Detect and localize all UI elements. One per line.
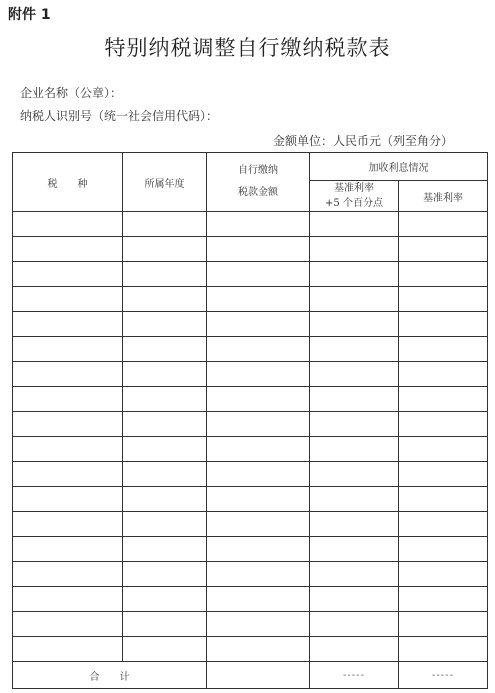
col-header-year: 所属年度	[123, 153, 207, 212]
cell-tax-type[interactable]	[13, 262, 123, 287]
cell-self-paid-amount[interactable]	[207, 337, 310, 362]
cell-interest-base-rate[interactable]	[399, 562, 488, 587]
cell-self-paid-amount[interactable]	[207, 462, 310, 487]
cell-self-paid-amount[interactable]	[207, 612, 310, 637]
cell-tax-type[interactable]	[13, 587, 123, 612]
cell-interest-rate-plus[interactable]	[310, 612, 399, 637]
table-row	[13, 612, 488, 637]
cell-interest-base-rate[interactable]	[399, 437, 488, 462]
cell-interest-rate-plus[interactable]	[310, 262, 399, 287]
cell-interest-base-rate[interactable]	[399, 462, 488, 487]
cell-interest-rate-plus[interactable]	[310, 287, 399, 312]
cell-interest-rate-plus[interactable]	[310, 362, 399, 387]
cell-tax-type[interactable]	[13, 362, 123, 387]
cell-year[interactable]	[123, 462, 207, 487]
cell-interest-base-rate[interactable]	[399, 237, 488, 262]
cell-tax-type[interactable]	[13, 462, 123, 487]
cell-year[interactable]	[123, 612, 207, 637]
cell-tax-type[interactable]	[13, 312, 123, 337]
cell-interest-base-rate[interactable]	[399, 212, 488, 237]
cell-self-paid-amount[interactable]	[207, 387, 310, 412]
cell-self-paid-amount[interactable]	[207, 237, 310, 262]
cell-interest-rate-plus[interactable]	[310, 462, 399, 487]
cell-tax-type[interactable]	[13, 337, 123, 362]
cell-interest-rate-plus[interactable]	[310, 237, 399, 262]
amount-unit-note: 金额单位：人民币元（列至角分）	[272, 134, 453, 148]
col-header-tax-type: 税 种	[13, 153, 123, 212]
table-row	[13, 262, 488, 287]
taxpayer-id-field[interactable]	[20, 107, 218, 124]
cell-self-paid-amount[interactable]	[207, 287, 310, 312]
cell-self-paid-amount[interactable]	[207, 512, 310, 537]
col-header-rate-plus-line1: 基准利率	[334, 183, 374, 194]
cell-interest-rate-plus[interactable]	[310, 587, 399, 612]
cell-interest-base-rate[interactable]	[399, 512, 488, 537]
table-row	[13, 337, 488, 362]
cell-year[interactable]	[123, 287, 207, 312]
col-header-interest-group: 加收利息情况	[310, 153, 488, 181]
cell-interest-base-rate[interactable]	[399, 587, 488, 612]
cell-interest-rate-plus[interactable]	[310, 387, 399, 412]
cell-self-paid-amount[interactable]	[207, 212, 310, 237]
total-row	[13, 662, 488, 689]
cell-tax-type[interactable]	[13, 287, 123, 312]
header-row-1	[13, 153, 488, 181]
cell-tax-type[interactable]	[13, 562, 123, 587]
cell-interest-rate-plus[interactable]	[310, 537, 399, 562]
total-label: 合 计	[13, 662, 207, 689]
cell-tax-type[interactable]	[13, 537, 123, 562]
cell-year[interactable]	[123, 537, 207, 562]
cell-interest-base-rate[interactable]	[399, 612, 488, 637]
total-rate-plus-dash: -----	[310, 662, 399, 689]
cell-interest-base-rate[interactable]	[399, 287, 488, 312]
table-row	[13, 312, 488, 337]
table-row	[13, 537, 488, 562]
company-name-label: 企业名称（公章）：	[20, 86, 123, 100]
cell-self-paid-amount[interactable]	[207, 262, 310, 287]
attachment-label: 附件 1	[8, 7, 51, 23]
cell-interest-rate-plus[interactable]	[310, 212, 399, 237]
table-row	[13, 237, 488, 262]
cell-interest-base-rate[interactable]	[399, 537, 488, 562]
cell-interest-rate-plus[interactable]	[310, 562, 399, 587]
table-row	[13, 437, 488, 462]
cell-self-paid-amount[interactable]	[207, 362, 310, 387]
cell-interest-rate-plus[interactable]	[310, 487, 399, 512]
cell-tax-type[interactable]	[13, 437, 123, 462]
total-base-rate-dash: -----	[399, 662, 488, 689]
cell-interest-base-rate[interactable]	[399, 637, 488, 662]
cell-tax-type[interactable]	[13, 387, 123, 412]
cell-year[interactable]	[123, 412, 207, 437]
cell-year[interactable]	[123, 212, 207, 237]
col-header-self-paid-line1: 自行缴纳	[238, 165, 278, 176]
cell-year[interactable]	[123, 637, 207, 662]
cell-interest-rate-plus[interactable]	[310, 637, 399, 662]
company-name-field[interactable]	[20, 84, 122, 101]
cell-tax-type[interactable]	[13, 512, 123, 537]
cell-interest-rate-plus[interactable]	[310, 337, 399, 362]
col-header-rate-plus	[310, 181, 399, 212]
table-row	[13, 287, 488, 312]
cell-year[interactable]	[123, 437, 207, 462]
cell-interest-rate-plus[interactable]	[310, 412, 399, 437]
table-row	[13, 362, 488, 387]
cell-year[interactable]	[123, 487, 207, 512]
cell-tax-type[interactable]	[13, 412, 123, 437]
taxpayer-id-label: 纳税人识别号（统一社会信用代码）：	[20, 109, 219, 123]
cell-year[interactable]	[123, 587, 207, 612]
cell-year[interactable]	[123, 562, 207, 587]
cell-year[interactable]	[123, 237, 207, 262]
cell-self-paid-amount[interactable]	[207, 637, 310, 662]
total-self-paid-amount[interactable]	[207, 662, 310, 689]
cell-tax-type[interactable]	[13, 612, 123, 637]
table-row	[13, 487, 488, 512]
cell-self-paid-amount[interactable]	[207, 312, 310, 337]
cell-year[interactable]	[123, 362, 207, 387]
cell-year[interactable]	[123, 512, 207, 537]
table-row	[13, 637, 488, 662]
table-row	[13, 562, 488, 587]
cell-interest-base-rate[interactable]	[399, 262, 488, 287]
cell-interest-base-rate[interactable]	[399, 337, 488, 362]
cell-tax-type[interactable]	[13, 237, 123, 262]
col-header-rate-plus-line2: +5 个百分点	[325, 198, 383, 209]
cell-year[interactable]	[123, 337, 207, 362]
cell-year[interactable]	[123, 262, 207, 287]
cell-self-paid-amount[interactable]	[207, 437, 310, 462]
table-row	[13, 512, 488, 537]
cell-tax-type[interactable]	[13, 487, 123, 512]
cell-tax-type[interactable]	[13, 637, 123, 662]
table-row	[13, 212, 488, 237]
table-row	[13, 387, 488, 412]
form-title: 特别纳税调整自行缴纳税款表	[104, 36, 391, 60]
cell-interest-rate-plus[interactable]	[310, 312, 399, 337]
cell-interest-rate-plus[interactable]	[310, 437, 399, 462]
cell-self-paid-amount[interactable]	[207, 412, 310, 437]
cell-self-paid-amount[interactable]	[207, 562, 310, 587]
cell-interest-base-rate[interactable]	[399, 412, 488, 437]
col-header-self-paid	[207, 153, 310, 212]
cell-interest-base-rate[interactable]	[399, 312, 488, 337]
cell-interest-base-rate[interactable]	[399, 362, 488, 387]
cell-interest-base-rate[interactable]	[399, 487, 488, 512]
cell-interest-base-rate[interactable]	[399, 387, 488, 412]
cell-self-paid-amount[interactable]	[207, 487, 310, 512]
cell-year[interactable]	[123, 387, 207, 412]
cell-interest-rate-plus[interactable]	[310, 512, 399, 537]
cell-self-paid-amount[interactable]	[207, 537, 310, 562]
tax-payment-table	[12, 152, 488, 689]
col-header-base-rate: 基准利率	[399, 181, 488, 212]
cell-year[interactable]	[123, 312, 207, 337]
table-row	[13, 412, 488, 437]
table-row	[13, 587, 488, 612]
cell-self-paid-amount[interactable]	[207, 587, 310, 612]
col-header-self-paid-line2: 税款金额	[238, 187, 278, 198]
cell-tax-type[interactable]	[13, 212, 123, 237]
table-row	[13, 462, 488, 487]
